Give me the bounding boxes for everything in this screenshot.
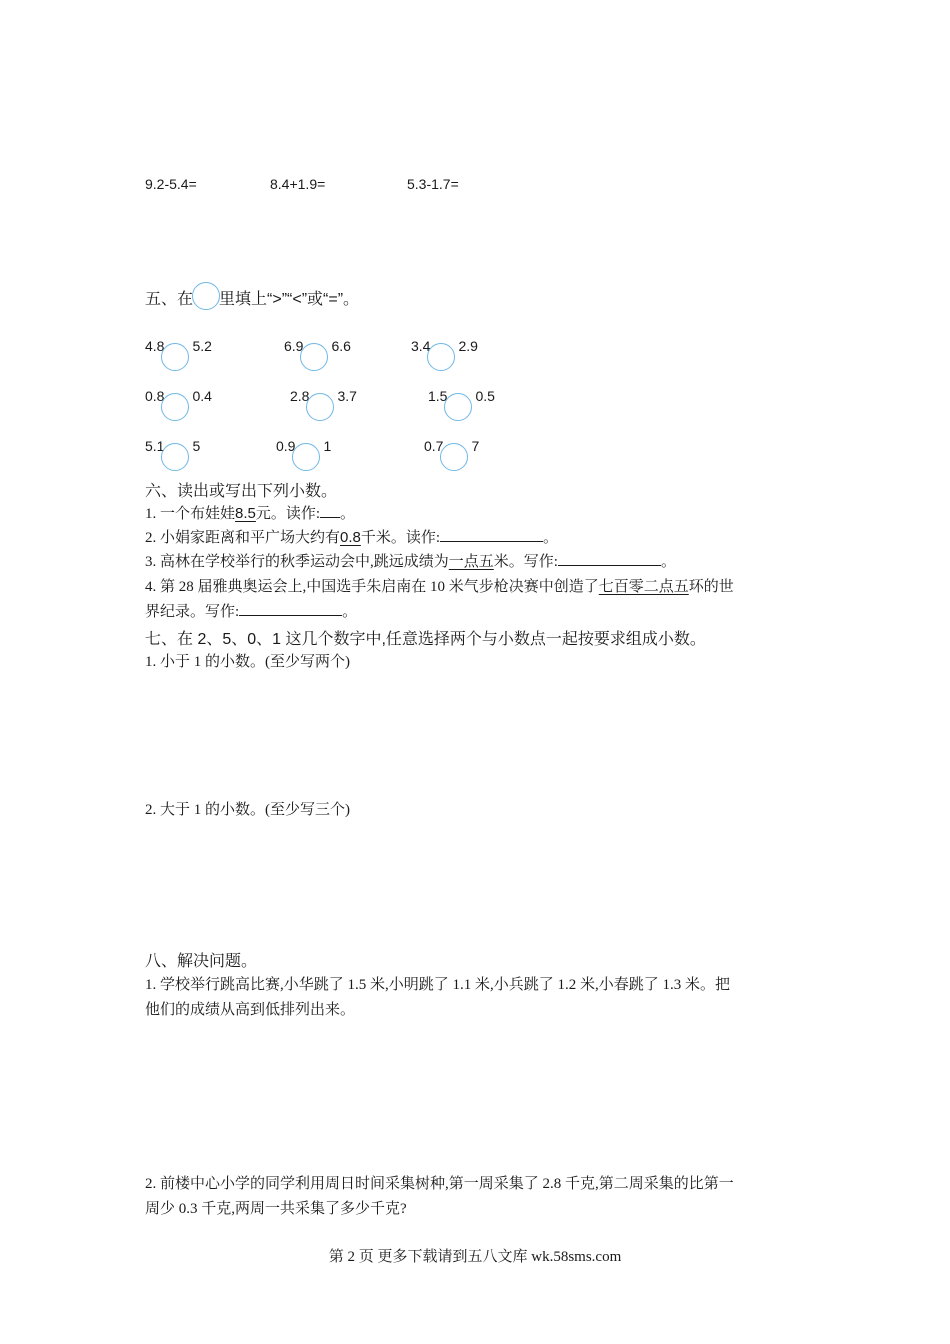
- q4-answer-blank[interactable]: [239, 601, 342, 616]
- compare-circle-icon[interactable]: [292, 443, 320, 471]
- compare-left: 0.9: [276, 438, 296, 454]
- q2-answer-blank[interactable]: [440, 527, 543, 542]
- compare-circle-icon[interactable]: [161, 393, 189, 421]
- compare-right: 6.6: [331, 338, 351, 354]
- compare-item: [276, 438, 331, 454]
- compare-circle-icon[interactable]: [444, 393, 472, 421]
- compare-circle-icon[interactable]: [306, 393, 334, 421]
- compare-item: [284, 338, 351, 354]
- compare-right: 1: [323, 438, 332, 454]
- compare-circle-icon[interactable]: [427, 343, 455, 371]
- compare-item: [290, 388, 357, 404]
- compare-left: 1.5: [428, 388, 448, 404]
- sec6-question-1: [145, 502, 355, 523]
- sec8-question-1-line1: 1. 学校举行跳高比赛,小华跳了 1.5 米,小明跳了 1.1 米,小兵跳了 1.2 米,小春跳了 1.3 米。把: [145, 977, 731, 993]
- page-footer: 第 2 页 更多下载请到五八文库 wk.58sms.com: [328, 1249, 622, 1265]
- sec6-question-3: [145, 550, 676, 571]
- section8-title: 八、解决问题。: [145, 953, 258, 970]
- compare-item: [145, 388, 212, 404]
- section5-title-b: 里填上“>”“<”或“=”。: [219, 291, 360, 308]
- compare-left: 3.4: [411, 338, 431, 354]
- q3-word: 一点五: [448, 554, 494, 570]
- q4-text-b: 环的世: [688, 579, 734, 595]
- sec7-question-2: 2. 大于 1 的小数。(至少写三个): [145, 802, 350, 818]
- compare-right: 3.7: [337, 388, 357, 404]
- compare-left: 6.9: [284, 338, 304, 354]
- q3-text-c: 。: [660, 554, 676, 570]
- sec8-question-2-line1: 2. 前楼中心小学的同学利用周日时间采集树种,第一周采集了 2.8 千克,第二周采集的比第一: [145, 1176, 734, 1192]
- compare-right: 5.2: [192, 338, 212, 354]
- sec8-question-1-line2: 他们的成绩从高到低排列出来。: [145, 1002, 356, 1018]
- compare-circle-icon[interactable]: [161, 443, 189, 471]
- q4-word: 七百零二点五: [598, 579, 689, 595]
- compare-item: [424, 438, 479, 454]
- q3-text-a: 3. 高林在学校举行的秋季运动会中,跳远成绩为: [145, 554, 449, 570]
- q2-text-a: 2. 小娟家距离和平广场大约有: [145, 530, 341, 546]
- compare-item: [428, 388, 495, 404]
- compare-circle-icon[interactable]: [161, 343, 189, 371]
- q3-answer-blank[interactable]: [558, 551, 661, 566]
- q1-text-a: 1. 一个布娃娃: [145, 506, 236, 522]
- q4-text-c: 。: [342, 604, 358, 620]
- compare-circle-icon[interactable]: [192, 282, 220, 310]
- sec8-question-2-line2: 周少 0.3 千克,两周一共采集了多少千克?: [145, 1201, 407, 1217]
- compare-left: 4.8: [145, 338, 165, 354]
- q4-line2-text: 界纪录。写作:: [145, 604, 240, 620]
- compare-left: 5.1: [145, 438, 165, 454]
- compare-item: [145, 338, 212, 354]
- compare-circle-icon[interactable]: [440, 443, 468, 471]
- arith-3: 5.3-1.7=: [407, 176, 459, 192]
- section5-title-a: 五、在: [145, 291, 194, 308]
- q3-text-b: 米。写作:: [493, 554, 558, 570]
- compare-left: 2.8: [290, 388, 310, 404]
- q1-text-c: 。: [340, 506, 356, 522]
- compare-circle-icon[interactable]: [300, 343, 328, 371]
- sec6-question-4: [145, 575, 734, 596]
- compare-right: 7: [471, 438, 480, 454]
- q4-text-a: 4. 第 28 届雅典奥运会上,中国选手朱启南在 10 米气步枪决赛中创造了: [145, 579, 599, 595]
- q1-text-b: 元。读作:: [255, 506, 321, 522]
- arith-2: 8.4+1.9=: [270, 176, 326, 192]
- q1-answer-blank[interactable]: [320, 503, 340, 518]
- sec7-question-1: 1. 小于 1 的小数。(至少写两个): [145, 654, 350, 670]
- section5-title: [145, 286, 359, 309]
- q2-text-c: 。: [543, 530, 559, 546]
- section6-title: 六、读出或写出下列小数。: [145, 483, 338, 500]
- q2-text-b: 千米。读作:: [360, 530, 441, 546]
- compare-right: 5: [192, 438, 201, 454]
- compare-left: 0.7: [424, 438, 444, 454]
- q2-number: 0.8: [340, 529, 361, 546]
- compare-right: 0.5: [475, 388, 495, 404]
- compare-item: [145, 438, 200, 454]
- q1-number: 8.5: [235, 505, 256, 522]
- arith-1: 9.2-5.4=: [145, 176, 197, 192]
- compare-right: 2.9: [458, 338, 478, 354]
- sec6-question-2: [145, 526, 558, 547]
- sec6-question-4-line2: [145, 600, 357, 621]
- compare-left: 0.8: [145, 388, 165, 404]
- section7-title: 七、在 2、5、0、1 这几个数字中,任意选择两个与小数点一起按要求组成小数。: [145, 631, 706, 648]
- compare-item: [411, 338, 478, 354]
- compare-right: 0.4: [192, 388, 212, 404]
